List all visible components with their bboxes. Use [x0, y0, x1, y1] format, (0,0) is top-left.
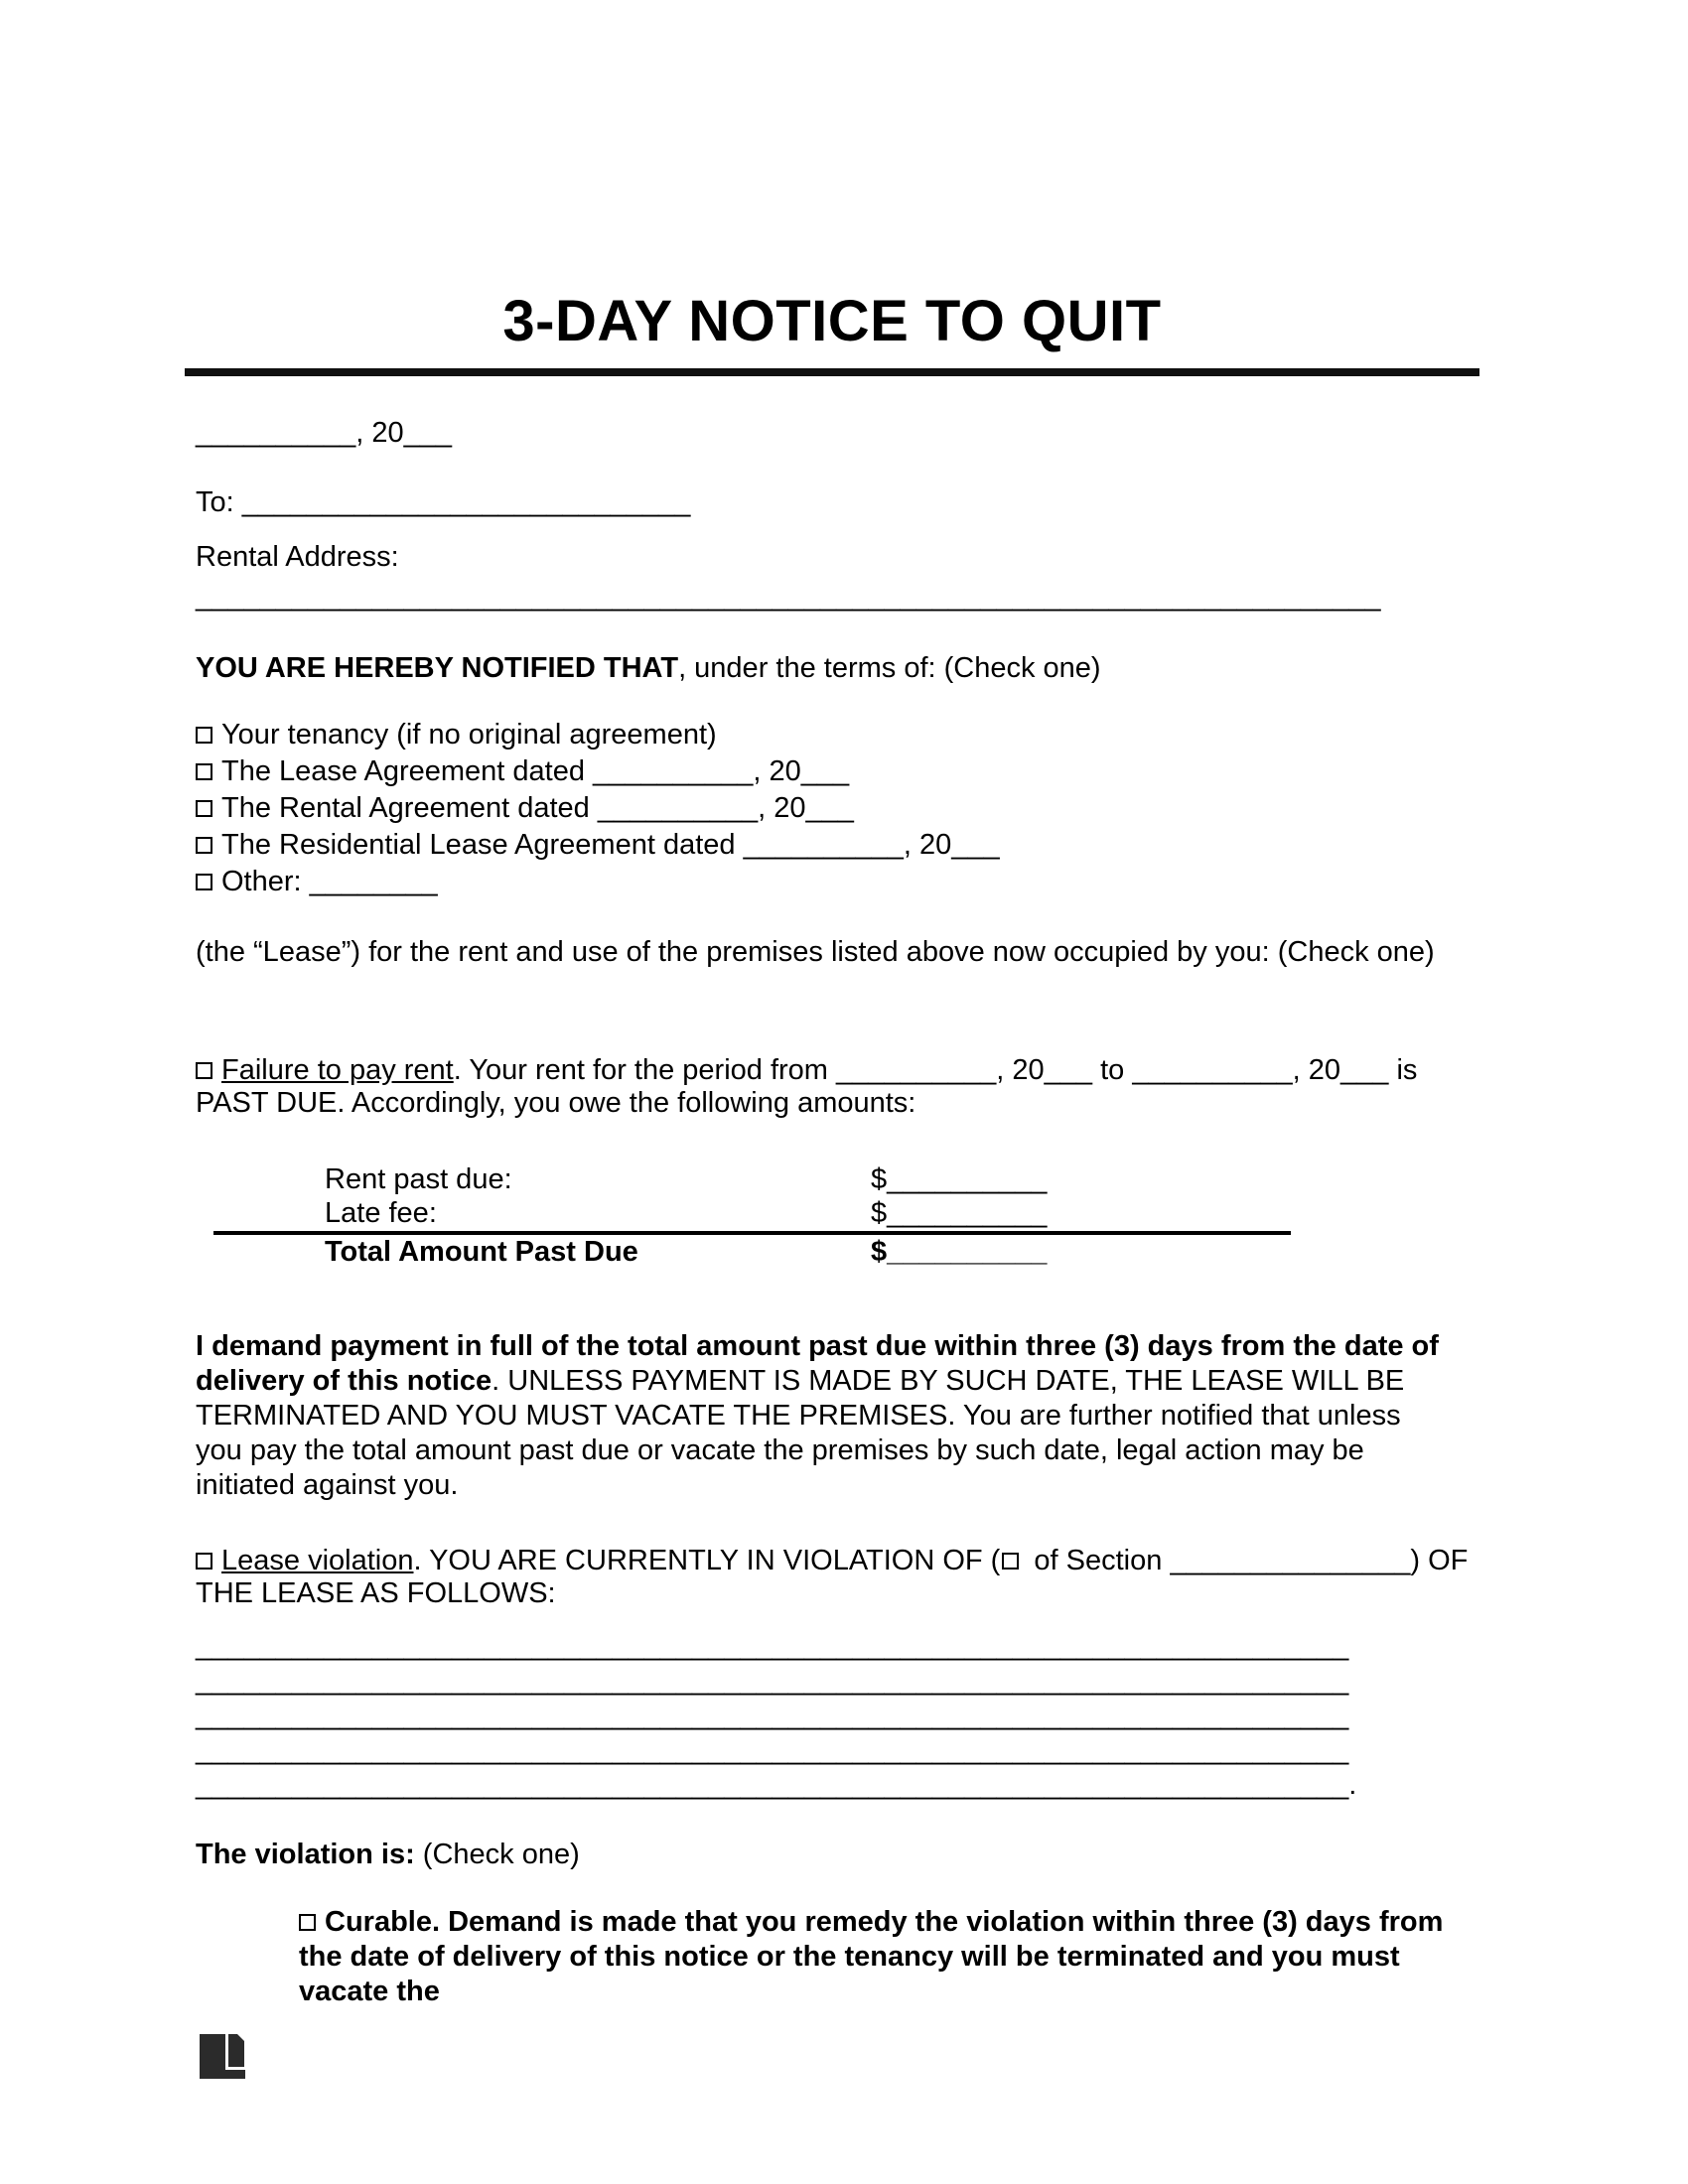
notified-rest: , under the terms of: (Check one) — [678, 652, 1101, 684]
violation-line-4[interactable]: ________________________________________________________________________ — [196, 1734, 1349, 1766]
lease-violation-underlined: Lease violation — [221, 1545, 414, 1576]
option-other: Other: ________ — [196, 864, 1486, 900]
checkbox-rental-agreement[interactable] — [196, 800, 212, 817]
of-section-label: of Section — [1026, 1545, 1171, 1576]
violation-line-5[interactable]: ________________________________________________________________________. — [196, 1769, 1357, 1801]
failure-to-pay-rent-paragraph — [196, 1054, 1486, 1120]
to-line — [196, 485, 690, 520]
failure-rest: . Your rent for the period from __________, 20___ to __________, 20___ is PAST DUE. Accordingly, you owe the following amounts: — [196, 1054, 1418, 1119]
date-line — [196, 416, 452, 451]
checkbox-residential-lease[interactable] — [196, 837, 212, 854]
late-fee-field[interactable]: __________ — [887, 1197, 1048, 1229]
demand-paragraph — [196, 1329, 1447, 1503]
option-residential-lease: The Residential Lease Agreement dated __________, 20___ — [196, 827, 1486, 864]
to-field[interactable]: ____________________________ — [241, 486, 691, 518]
late-fee-value: $__________ — [871, 1197, 1048, 1229]
violation-line-1[interactable]: ________________________________________________________________________ — [196, 1630, 1349, 1662]
section-field[interactable]: _______________ — [1170, 1545, 1411, 1576]
late-fee-label: Late fee: — [325, 1197, 437, 1229]
violation-is-bold: The violation is: — [196, 1839, 415, 1870]
curable-text: Curable. Demand is made that you remedy the violation within three (3) days from the date of delivery of this notice or the tenancy will be terminated and you must vacate the — [299, 1906, 1444, 2007]
logo-document-shape — [228, 2034, 244, 2067]
page-title: 3-DAY NOTICE TO QUIT — [502, 289, 1162, 353]
checkbox-lease-agreement[interactable] — [196, 763, 212, 780]
demand-rest: . UNLESS PAYMENT IS MADE BY SUCH DATE, THE LEASE WILL BE TERMINATED AND YOU MUST VACATE THE PREMISES. You are further notified that unless you pay the total amount past due or vacate the premises by such date, legal action may be initiated against you. — [196, 1365, 1405, 1501]
to-label: To: — [196, 486, 242, 518]
checkbox-other[interactable] — [196, 874, 212, 890]
rent-past-due-field[interactable]: __________ — [887, 1163, 1048, 1195]
notified-bold: YOU ARE HEREBY NOTIFIED THAT — [196, 652, 679, 684]
title-rule — [185, 368, 1479, 376]
violation-is-rest: (Check one) — [414, 1839, 580, 1870]
failure-underlined: Failure to pay rent — [221, 1054, 454, 1086]
lease-violation-paragraph — [196, 1545, 1481, 1610]
rental-address-label: Rental Address: — [196, 541, 399, 573]
violation-line-2[interactable]: ________________________________________________________________________ — [196, 1665, 1349, 1697]
option-lease-agreement: The Lease Agreement dated __________, 20___ — [196, 753, 1486, 790]
checkbox-failure-to-pay-rent[interactable] — [196, 1062, 212, 1079]
rent-past-due-value: $__________ — [871, 1163, 1048, 1195]
total-amount-label: Total Amount Past Due — [325, 1236, 638, 1268]
notified-line — [196, 651, 1101, 686]
rental-address-field[interactable]: __________________________________________________________________________ — [196, 581, 1381, 613]
lease-violation-closing: ) OF THE LEASE AS FOLLOWS: — [196, 1545, 1469, 1609]
date-year-prefix: , 20 — [355, 417, 404, 449]
checkbox-lease-violation[interactable] — [196, 1553, 212, 1570]
total-amount-row — [325, 1235, 1318, 1269]
curable-paragraph — [299, 1905, 1456, 2009]
lease-violation-middle: . YOU ARE CURRENTLY IN VIOLATION OF ( — [413, 1545, 1001, 1576]
rent-past-due-row — [325, 1162, 1318, 1196]
late-fee-row — [325, 1196, 1318, 1230]
option-rental-agreement: The Rental Agreement dated __________, 20___ — [196, 790, 1486, 827]
lease-definition-paragraph: (the “Lease”) for the rent and use of the premises listed above now occupied by you: (Check one) — [196, 936, 1435, 968]
violation-is-line — [196, 1838, 580, 1872]
total-amount-value: $__________ — [871, 1236, 1048, 1268]
total-amount-field[interactable]: __________ — [887, 1236, 1048, 1268]
agreement-options — [196, 717, 1486, 900]
violation-line-3[interactable]: ________________________________________________________________________ — [196, 1700, 1349, 1731]
violation-line-period: . — [1348, 1769, 1357, 1801]
option-your-tenancy: Your tenancy (if no original agreement) — [196, 717, 1486, 753]
checkbox-your-tenancy[interactable] — [196, 727, 212, 744]
date-field[interactable]: __________ — [196, 417, 356, 449]
checkbox-of-section[interactable] — [1002, 1553, 1019, 1570]
legal-templates-logo — [200, 2034, 245, 2079]
checkbox-curable[interactable] — [299, 1914, 316, 1931]
demand-bold: I demand payment in full of the total amount past due within three (3) days from the date of delivery of this notice — [196, 1330, 1439, 1397]
date-year-field[interactable]: ___ — [403, 417, 453, 449]
rent-past-due-label: Rent past due: — [325, 1163, 512, 1195]
